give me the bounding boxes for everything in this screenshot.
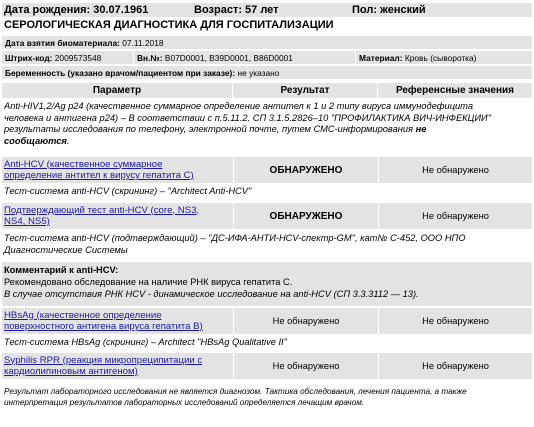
table-row (2, 157, 532, 183)
barcode-label: Штрих-код: (5, 52, 53, 63)
test-system-note (4, 233, 466, 256)
test-system-note: Тест-система anti-HCV (скрининг) – "Architect Anti-HCV" (4, 186, 252, 196)
hiv-note-emph: сообщаются (4, 135, 67, 146)
page-title: СЕРОЛОГИЧЕСКАЯ ДИАГНОСТИКА ДЛЯ ГОСПИТАЛИЗАЦИИ (4, 19, 334, 31)
material-value: Кровь (сыворотка) (404, 52, 477, 63)
param-name-line: Подтверждающий тест anti-HCV (core, NS3, (4, 204, 200, 216)
pregnancy-row (2, 66, 532, 79)
param-name-line: определение антител к вирусу гепатита C) (4, 170, 194, 181)
param-link-confirm-hcv[interactable] (4, 205, 199, 228)
param-link-anti-hcv[interactable] (4, 159, 194, 182)
material-label: Материал: (359, 52, 403, 63)
ref-cell: Не обнаружено (378, 203, 532, 229)
hiv-note-text: результаты исследования по телефону, электронной почте, путем СМС-информирования (4, 124, 413, 134)
param-name-line: HBsAg (качественное определение (4, 309, 162, 321)
param-cell (2, 308, 233, 334)
pregnancy-value: не указано (237, 67, 280, 78)
col-param-header: Параметр (2, 83, 233, 98)
test-system-note-line: Тест-система anti-HCV (подтверждающий) – "ДС-ИФА-АНТИ-HCV-спектр-GM", кат№ C-452, ООО НПО (4, 233, 466, 243)
param-name-line: поверхностного антигена вируса гепатита B) (4, 321, 203, 332)
age: Возраст: 57 лет (194, 4, 279, 16)
param-cell (2, 203, 233, 229)
param-cell (2, 353, 233, 379)
table-row (2, 203, 532, 229)
param-name-line: кардиолипиновым антигеном) (4, 366, 138, 377)
param-name-line: Syphilis RPR (реакция микропреципитации с (4, 354, 203, 366)
hiv-note-line: Anti-HIV1,2/Ag p24 (качественное суммарное определение антител к 1 и 2 типу вируса иммунодефицита (4, 101, 473, 111)
pregnancy-label: Беременность (указано врачом/пациентом при заказе): (5, 67, 236, 78)
ref-cell: Не обнаружено (378, 308, 532, 334)
sample-date-value: 07.11.2018 (122, 37, 164, 48)
ref-cell: Не обнаружено (378, 353, 532, 379)
table-row (2, 353, 532, 379)
table-row (2, 308, 532, 334)
sample-date-label: Дата взятия биоматериала: (5, 37, 120, 48)
param-link-hbsag[interactable] (4, 310, 203, 333)
disclaimer-line: Результат лабораторного исследования не является диагнозом. Тактика обследования, лечения пациента, а также (4, 387, 467, 396)
patient-header (2, 3, 532, 17)
result-cell: Не обнаружено (233, 353, 378, 379)
param-link-syphilis[interactable] (4, 355, 202, 378)
test-system-note-line: Диагностические Системы (4, 244, 128, 255)
disclaimer-line: интерпретация результатов лабораторных исследований определяется лечащим врачом. (4, 398, 365, 407)
table-header (2, 83, 532, 98)
hiv-note-line: человека и антигена p24) – В соответствии с п.5.11.2. СП 3.1.5.2826–10 "ПРОФИЛАКТИКА ВИЧ-ИНФЕКЦИИ" (4, 112, 491, 123)
sex: Пол: женский (352, 4, 426, 16)
inv-value: B07D0001, B39D0001, B86D0001 (164, 52, 293, 63)
hiv-note-line (4, 124, 530, 136)
param-name-line: NS4, NS5) (4, 216, 50, 227)
param-name-line: Anti-HCV (качественное суммарное (4, 158, 163, 170)
result-cell: ОБНАРУЖЕНО (233, 203, 378, 229)
col-result-header: Результат (233, 83, 378, 98)
hiv-note-end: . (66, 135, 70, 146)
ref-cell: Не обнаружено (378, 157, 532, 183)
comment-block (2, 262, 532, 306)
comment-line: Рекомендовано обследование на наличие РНК вируса гепатита С. (4, 277, 293, 287)
comment-title: Комментарий к anti-HCV: (4, 265, 119, 275)
inv-label: Вн.№: (137, 52, 163, 63)
test-system-note: Тест-система HBsAg (скрининг) – Architect "HBsAg Qualitative II" (4, 337, 287, 347)
param-cell (2, 157, 233, 183)
result-cell: ОБНАРУЖЕНО (233, 157, 378, 183)
hiv-note (4, 101, 530, 147)
birth-date: Дата рождения: 30.07.1961 (4, 4, 149, 16)
hiv-note-emph: не (415, 124, 427, 134)
comment-line: В случае отсутствия РНК HCV - динамическое исследование на anti-HCV (СП 3.3.3112 — 13). (4, 289, 419, 299)
barcode-row (2, 51, 532, 64)
col-ref-header: Референсные значения (395, 85, 515, 96)
hiv-note-line (4, 136, 530, 148)
sample-date-row (2, 36, 532, 49)
result-cell: Не обнаружено (233, 308, 378, 334)
disclaimer (4, 386, 524, 408)
barcode-value: 2009573548 (54, 52, 102, 63)
